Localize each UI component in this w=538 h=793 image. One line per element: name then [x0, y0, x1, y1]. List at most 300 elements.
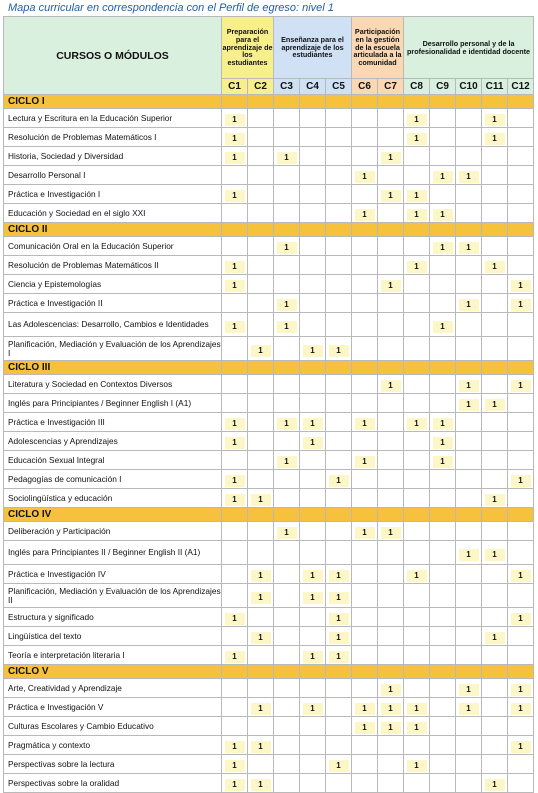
matrix-cell-c4 [300, 565, 326, 584]
course-row [4, 736, 534, 755]
course-name: Educación Sexual Integral [4, 451, 222, 470]
matrix-cell-c6 [352, 337, 378, 361]
matrix-cell-c5 [326, 166, 352, 185]
matrix-cell-c11 [482, 237, 508, 256]
matrix-cell-c4 [300, 522, 326, 541]
cycle-cell [430, 95, 456, 109]
matrix-cell-c5 [326, 275, 352, 294]
competency-mark: 1 [511, 703, 531, 715]
cycle-cell [248, 361, 274, 375]
matrix-cell-c11 [482, 565, 508, 584]
matrix-cell-c3 [274, 294, 300, 313]
matrix-cell-c9 [430, 679, 456, 698]
matrix-cell-c12 [508, 541, 534, 565]
matrix-cell-c9 [430, 489, 456, 508]
code-header-c5: C5 [326, 79, 352, 95]
matrix-cell-c10 [456, 256, 482, 275]
matrix-cell-c2 [248, 204, 274, 223]
competency-mark: 1 [329, 592, 349, 604]
matrix-cell-c7 [378, 109, 404, 128]
competency-mark: 1 [277, 418, 297, 430]
cycle-cell [222, 508, 248, 522]
matrix-cell-c12 [508, 237, 534, 256]
matrix-cell-c11 [482, 432, 508, 451]
competency-mark: 1 [381, 722, 401, 734]
competency-mark: 1 [407, 261, 427, 273]
matrix-cell-c3 [274, 256, 300, 275]
matrix-cell-c6 [352, 128, 378, 147]
matrix-cell-c5 [326, 627, 352, 646]
competency-mark: 1 [225, 261, 245, 273]
matrix-cell-c6 [352, 584, 378, 608]
matrix-cell-c3 [274, 237, 300, 256]
matrix-cell-c9 [430, 470, 456, 489]
competency-mark: 1 [225, 418, 245, 430]
matrix-cell-c2 [248, 313, 274, 337]
matrix-cell-c3 [274, 736, 300, 755]
matrix-cell-c2 [248, 166, 274, 185]
competency-mark: 1 [459, 684, 479, 696]
matrix-cell-c12 [508, 128, 534, 147]
cycle-label: CICLO V [4, 665, 222, 679]
matrix-cell-c1 [222, 755, 248, 774]
cycle-cell [482, 508, 508, 522]
matrix-cell-c10 [456, 627, 482, 646]
matrix-cell-c11 [482, 185, 508, 204]
matrix-cell-c8 [404, 147, 430, 166]
competency-mark: 1 [433, 171, 453, 183]
course-name: Resolución de Problemas Matemáticos II [4, 256, 222, 275]
cycle-cell [456, 361, 482, 375]
matrix-cell-c12 [508, 608, 534, 627]
cycle-cell [508, 665, 534, 679]
cycle-cell [222, 665, 248, 679]
competency-mark: 1 [225, 152, 245, 164]
cycle-cell [482, 95, 508, 109]
matrix-cell-c11 [482, 275, 508, 294]
matrix-cell-c10 [456, 237, 482, 256]
matrix-cell-c8 [404, 717, 430, 736]
matrix-cell-c1 [222, 204, 248, 223]
cycle-row [4, 223, 534, 237]
matrix-cell-c7 [378, 608, 404, 627]
matrix-cell-c1 [222, 627, 248, 646]
matrix-cell-c8 [404, 313, 430, 337]
course-name: Comunicación Oral en la Educación Superior [4, 237, 222, 256]
matrix-cell-c1 [222, 541, 248, 565]
matrix-cell-c6 [352, 679, 378, 698]
cycle-cell [482, 665, 508, 679]
matrix-cell-c6 [352, 489, 378, 508]
code-header-c3: C3 [274, 79, 300, 95]
matrix-cell-c7 [378, 185, 404, 204]
competency-mark: 1 [251, 345, 271, 357]
cycle-cell [404, 95, 430, 109]
matrix-cell-c2 [248, 774, 274, 793]
course-name: Ciencia y Epistemologías [4, 275, 222, 294]
matrix-cell-c10 [456, 646, 482, 665]
competency-mark: 1 [407, 760, 427, 772]
matrix-cell-c5 [326, 755, 352, 774]
course-name: Práctica e Investigación IV [4, 565, 222, 584]
matrix-cell-c4 [300, 627, 326, 646]
matrix-cell-c4 [300, 470, 326, 489]
competency-mark: 1 [225, 321, 245, 333]
matrix-cell-c8 [404, 375, 430, 394]
matrix-cell-c10 [456, 185, 482, 204]
course-row [4, 337, 534, 361]
matrix-cell-c8 [404, 608, 430, 627]
course-row [4, 204, 534, 223]
matrix-cell-c11 [482, 313, 508, 337]
competency-mark: 1 [277, 527, 297, 539]
cycle-cell [352, 223, 378, 237]
matrix-cell-c4 [300, 166, 326, 185]
matrix-cell-c10 [456, 413, 482, 432]
matrix-cell-c5 [326, 451, 352, 470]
matrix-cell-c3 [274, 489, 300, 508]
matrix-cell-c7 [378, 565, 404, 584]
course-name: Estructura y significado [4, 608, 222, 627]
matrix-cell-c3 [274, 627, 300, 646]
matrix-cell-c8 [404, 489, 430, 508]
matrix-cell-c3 [274, 646, 300, 665]
course-row [4, 432, 534, 451]
matrix-cell-c6 [352, 470, 378, 489]
course-row [4, 541, 534, 565]
matrix-cell-c8 [404, 679, 430, 698]
matrix-cell-c1 [222, 736, 248, 755]
matrix-cell-c1 [222, 147, 248, 166]
matrix-cell-c10 [456, 736, 482, 755]
matrix-cell-c7 [378, 313, 404, 337]
matrix-cell-c7 [378, 275, 404, 294]
matrix-cell-c8 [404, 565, 430, 584]
matrix-cell-c7 [378, 413, 404, 432]
cycle-cell [326, 361, 352, 375]
course-name: Pragmática y contexto [4, 736, 222, 755]
code-header-c9: C9 [430, 79, 456, 95]
matrix-cell-c2 [248, 432, 274, 451]
matrix-cell-c1 [222, 375, 248, 394]
course-row [4, 774, 534, 793]
competency-mark: 1 [433, 242, 453, 254]
matrix-cell-c1 [222, 313, 248, 337]
matrix-cell-c5 [326, 608, 352, 627]
competency-mark: 1 [381, 703, 401, 715]
matrix-cell-c1 [222, 109, 248, 128]
competency-mark: 1 [225, 133, 245, 145]
matrix-cell-c9 [430, 185, 456, 204]
course-name: Inglés para Principiantes II / Beginner English II (A1) [4, 541, 222, 565]
competency-mark: 1 [329, 651, 349, 663]
matrix-cell-c3 [274, 275, 300, 294]
matrix-cell-c11 [482, 736, 508, 755]
code-header-c11: C11 [482, 79, 508, 95]
matrix-cell-c7 [378, 470, 404, 489]
matrix-cell-c10 [456, 565, 482, 584]
course-name: Literatura y Sociedad en Contextos Diversos [4, 375, 222, 394]
cycle-cell [300, 95, 326, 109]
cycle-cell [274, 223, 300, 237]
competency-mark: 1 [459, 171, 479, 183]
matrix-cell-c11 [482, 256, 508, 275]
matrix-cell-c6 [352, 275, 378, 294]
course-name: Práctica e Investigación I [4, 185, 222, 204]
curriculum-matrix [3, 16, 534, 793]
matrix-cell-c9 [430, 698, 456, 717]
cycle-cell [326, 95, 352, 109]
course-row [4, 755, 534, 774]
matrix-cell-c6 [352, 451, 378, 470]
course-row [4, 584, 534, 608]
matrix-cell-c2 [248, 275, 274, 294]
competency-mark: 1 [303, 437, 323, 449]
competency-mark: 1 [407, 209, 427, 221]
matrix-cell-c2 [248, 717, 274, 736]
matrix-cell-c4 [300, 294, 326, 313]
cycle-cell [274, 508, 300, 522]
cycle-cell [456, 223, 482, 237]
matrix-cell-c9 [430, 774, 456, 793]
matrix-cell-c8 [404, 128, 430, 147]
matrix-cell-c11 [482, 717, 508, 736]
course-name: Arte, Creatividad y Aprendizaje [4, 679, 222, 698]
matrix-cell-c4 [300, 337, 326, 361]
course-row [4, 470, 534, 489]
cycle-label: CICLO IV [4, 508, 222, 522]
matrix-cell-c10 [456, 451, 482, 470]
matrix-cell-c3 [274, 337, 300, 361]
matrix-cell-c1 [222, 166, 248, 185]
matrix-cell-c1 [222, 489, 248, 508]
matrix-cell-c5 [326, 470, 352, 489]
course-name: Lingüística del texto [4, 627, 222, 646]
competency-mark: 1 [251, 741, 271, 753]
matrix-cell-c7 [378, 337, 404, 361]
matrix-cell-c4 [300, 394, 326, 413]
code-header-c2: C2 [248, 79, 274, 95]
matrix-cell-c3 [274, 698, 300, 717]
cycle-label: CICLO III [4, 361, 222, 375]
cycle-cell [430, 665, 456, 679]
matrix-cell-c12 [508, 470, 534, 489]
competency-mark: 1 [303, 418, 323, 430]
cycle-cell [482, 361, 508, 375]
competency-mark: 1 [381, 527, 401, 539]
matrix-cell-c4 [300, 736, 326, 755]
cycle-label: CICLO I [4, 95, 222, 109]
course-name: Deliberación y Participación [4, 522, 222, 541]
competency-mark: 1 [511, 570, 531, 582]
matrix-cell-c2 [248, 627, 274, 646]
matrix-cell-c5 [326, 584, 352, 608]
matrix-cell-c11 [482, 679, 508, 698]
code-header-c6: C6 [352, 79, 378, 95]
matrix-cell-c9 [430, 584, 456, 608]
course-row [4, 166, 534, 185]
matrix-cell-c6 [352, 736, 378, 755]
course-row [4, 451, 534, 470]
matrix-cell-c7 [378, 375, 404, 394]
matrix-cell-c11 [482, 774, 508, 793]
competency-mark: 1 [225, 651, 245, 663]
matrix-cell-c5 [326, 541, 352, 565]
matrix-cell-c8 [404, 451, 430, 470]
matrix-cell-c12 [508, 313, 534, 337]
matrix-cell-c6 [352, 204, 378, 223]
competency-mark: 1 [485, 399, 505, 411]
cycle-cell [430, 361, 456, 375]
matrix-cell-c6 [352, 109, 378, 128]
matrix-cell-c12 [508, 755, 534, 774]
competency-mark: 1 [433, 418, 453, 430]
cycle-cell [274, 665, 300, 679]
competency-mark: 1 [355, 418, 375, 430]
matrix-cell-c3 [274, 109, 300, 128]
matrix-cell-c12 [508, 774, 534, 793]
matrix-cell-c11 [482, 147, 508, 166]
matrix-cell-c11 [482, 337, 508, 361]
matrix-cell-c5 [326, 432, 352, 451]
matrix-cell-c12 [508, 717, 534, 736]
matrix-cell-c2 [248, 147, 274, 166]
matrix-cell-c7 [378, 147, 404, 166]
course-row [4, 413, 534, 432]
course-row [4, 489, 534, 508]
matrix-cell-c2 [248, 237, 274, 256]
course-name: Educación y Sociedad en el siglo XXI [4, 204, 222, 223]
matrix-cell-c11 [482, 608, 508, 627]
matrix-cell-c4 [300, 375, 326, 394]
matrix-cell-c11 [482, 375, 508, 394]
matrix-cell-c7 [378, 698, 404, 717]
matrix-cell-c7 [378, 237, 404, 256]
cycle-cell [300, 508, 326, 522]
matrix-cell-c6 [352, 313, 378, 337]
matrix-cell-c7 [378, 451, 404, 470]
cycle-cell [404, 665, 430, 679]
matrix-cell-c11 [482, 698, 508, 717]
cycle-cell [456, 508, 482, 522]
matrix-cell-c4 [300, 451, 326, 470]
matrix-cell-c2 [248, 128, 274, 147]
competency-mark: 1 [277, 242, 297, 254]
matrix-cell-c7 [378, 204, 404, 223]
matrix-cell-c1 [222, 337, 248, 361]
matrix-cell-c9 [430, 432, 456, 451]
competency-mark: 1 [329, 345, 349, 357]
competency-mark: 1 [225, 475, 245, 487]
competency-mark: 1 [251, 494, 271, 506]
course-name: Desarrollo Personal I [4, 166, 222, 185]
matrix-cell-c11 [482, 394, 508, 413]
matrix-cell-c4 [300, 608, 326, 627]
matrix-cell-c5 [326, 646, 352, 665]
course-name: Planificación, Mediación y Evaluación de los Aprendizajes I [4, 337, 222, 361]
matrix-cell-c12 [508, 522, 534, 541]
course-name: Teoría e interpretación literaria I [4, 646, 222, 665]
matrix-cell-c6 [352, 432, 378, 451]
matrix-cell-c2 [248, 489, 274, 508]
matrix-cell-c2 [248, 522, 274, 541]
competency-mark: 1 [355, 722, 375, 734]
course-row [4, 185, 534, 204]
matrix-cell-c3 [274, 541, 300, 565]
matrix-cell-c5 [326, 698, 352, 717]
matrix-cell-c6 [352, 646, 378, 665]
matrix-cell-c4 [300, 147, 326, 166]
matrix-cell-c9 [430, 565, 456, 584]
matrix-cell-c8 [404, 204, 430, 223]
matrix-cell-c2 [248, 584, 274, 608]
competency-mark: 1 [459, 242, 479, 254]
code-header-c10: C10 [456, 79, 482, 95]
competency-mark: 1 [355, 209, 375, 221]
competency-mark: 1 [459, 549, 479, 561]
matrix-cell-c7 [378, 432, 404, 451]
matrix-cell-c5 [326, 185, 352, 204]
matrix-cell-c12 [508, 584, 534, 608]
matrix-cell-c9 [430, 451, 456, 470]
competency-mark: 1 [251, 570, 271, 582]
matrix-cell-c9 [430, 294, 456, 313]
matrix-cell-c6 [352, 147, 378, 166]
matrix-cell-c9 [430, 736, 456, 755]
matrix-cell-c11 [482, 541, 508, 565]
matrix-cell-c7 [378, 522, 404, 541]
competency-mark: 1 [225, 613, 245, 625]
matrix-cell-c3 [274, 204, 300, 223]
matrix-cell-c5 [326, 394, 352, 413]
matrix-cell-c1 [222, 256, 248, 275]
matrix-cell-c11 [482, 413, 508, 432]
matrix-cell-c12 [508, 489, 534, 508]
code-header-c7: C7 [378, 79, 404, 95]
matrix-cell-c2 [248, 185, 274, 204]
matrix-cell-c11 [482, 166, 508, 185]
competency-mark: 1 [511, 684, 531, 696]
cycle-cell [222, 95, 248, 109]
course-name: Las Adolescencias: Desarrollo, Cambios e Identidades [4, 313, 222, 337]
matrix-cell-c11 [482, 755, 508, 774]
matrix-cell-c6 [352, 375, 378, 394]
competency-mark: 1 [355, 527, 375, 539]
matrix-cell-c2 [248, 109, 274, 128]
competency-mark: 1 [303, 570, 323, 582]
matrix-cell-c9 [430, 646, 456, 665]
matrix-cell-c5 [326, 489, 352, 508]
matrix-cell-c1 [222, 451, 248, 470]
competency-mark: 1 [407, 703, 427, 715]
competency-mark: 1 [407, 570, 427, 582]
matrix-cell-c3 [274, 451, 300, 470]
competency-mark: 1 [433, 209, 453, 221]
matrix-cell-c2 [248, 256, 274, 275]
matrix-cell-c9 [430, 717, 456, 736]
cycle-cell [378, 508, 404, 522]
matrix-cell-c3 [274, 679, 300, 698]
competency-mark: 1 [433, 437, 453, 449]
course-row [4, 375, 534, 394]
competency-mark: 1 [407, 418, 427, 430]
cycle-cell [508, 508, 534, 522]
matrix-cell-c8 [404, 755, 430, 774]
competency-mark: 1 [511, 280, 531, 292]
competency-mark: 1 [277, 152, 297, 164]
course-row [4, 646, 534, 665]
matrix-cell-c8 [404, 432, 430, 451]
